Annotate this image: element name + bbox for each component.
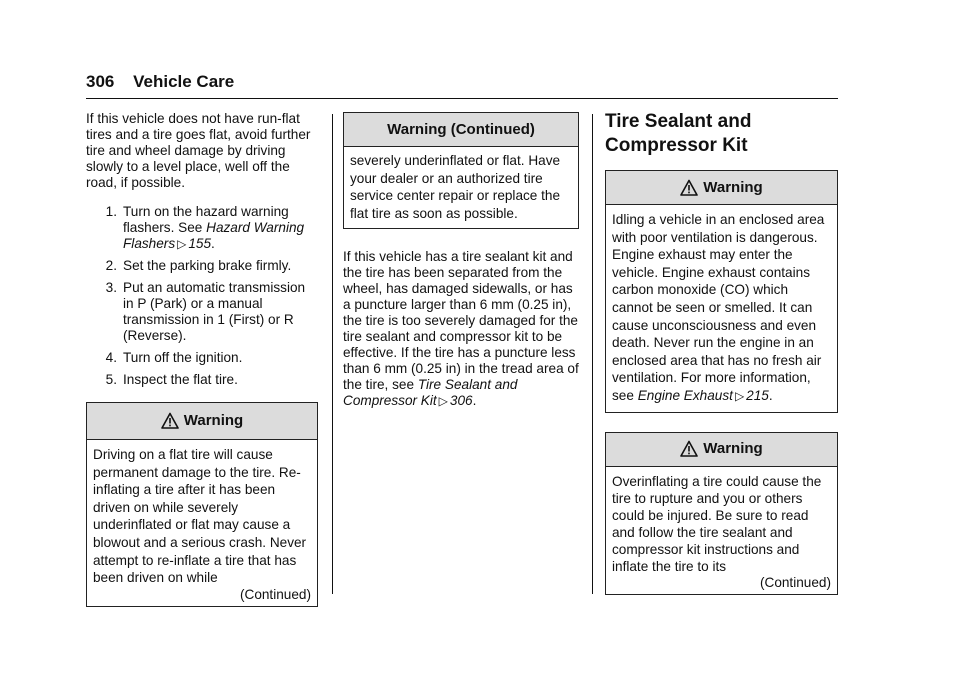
warning-triangle-icon <box>161 412 179 430</box>
warning-body: Idling a vehicle in an enclosed area with poor ventilation is dangerous. Engine exhaust may enter the vehicle. Engine exhaust contains carbon monoxide (CO) which cannot be seen or smelled. It can cause unconsciousness and even death. Never run the engine in an enclosed area that has no fresh air ventilation. For more information, see Engine Exhaust ▷ 215. <box>606 205 837 412</box>
column-1 <box>86 111 318 607</box>
reference-page[interactable]: 155 <box>188 236 212 251</box>
warning-box-header <box>344 113 578 147</box>
step-number: 3. <box>105 280 117 295</box>
warning-box-header <box>87 403 317 440</box>
reference-page[interactable]: 306 <box>449 393 473 409</box>
warning-box <box>86 402 318 607</box>
reference-page[interactable]: 215 <box>746 387 769 403</box>
page-header <box>86 72 234 92</box>
warning-triangle-icon <box>680 440 698 458</box>
page-reference-icon: ▷ <box>438 394 448 409</box>
warning-box-header <box>606 171 837 205</box>
warning-box <box>605 432 838 595</box>
column-divider-2 <box>592 114 593 594</box>
steps-list <box>86 204 318 388</box>
page-number: 306 <box>86 72 115 91</box>
warning-body: severely underinflated or flat. Have your dealer or an authorized tire service center repair or replace the flat tire as soon as possible. <box>350 153 561 221</box>
step-text: Set the parking brake firmly. <box>123 258 292 273</box>
step-text: Turn off the ignition. <box>123 350 243 365</box>
sealant-paragraph: If this vehicle has a tire sealant kit and the tire has been separated from the wheel, has damaged sidewalls, or has a puncture larger than 6 mm (0.25 in), the tire is too severely damaged for the tire sealant and compressor kit to be effective. If the tire has a puncture less than 6 mm (0.25 in) in the tread area of the tire, see Tire Sealant and Compressor Kit ▷ 306. <box>343 249 579 409</box>
list-item <box>86 258 318 274</box>
column-2 <box>343 112 579 409</box>
column-divider-1 <box>332 114 333 594</box>
step-text: Turn on the hazard warning flashers. See Hazard Warning Flashers ▷ 155. <box>123 204 305 251</box>
section-title: Tire Sealant and Compressor Kit <box>605 111 752 156</box>
warning-box-header <box>606 433 837 467</box>
warning-box <box>605 170 838 413</box>
page-title: Vehicle Care <box>133 72 235 91</box>
step-text: Inspect the flat tire. <box>123 372 238 387</box>
step-number: 2. <box>105 258 117 273</box>
step-number: 4. <box>105 350 117 365</box>
step-number: 1. <box>105 204 117 219</box>
continued-label: (Continued) <box>759 574 831 590</box>
page-reference-icon: ▷ <box>177 237 187 251</box>
list-item <box>86 372 318 388</box>
warning-body: Overinflating a tire could cause the tire to rupture and you or others could be injured. Be sure to read and follow the tire sealant and compressor kit instructions and inflate the tire to its <box>612 473 822 574</box>
continued-label: (Continued) <box>239 586 311 602</box>
cross-reference-link[interactable]: Engine Exhaust <box>637 387 733 403</box>
warning-title: Warning (Continued) <box>387 120 535 138</box>
warning-title: Warning <box>183 412 244 429</box>
warning-triangle-icon <box>680 179 698 197</box>
warning-title: Warning <box>703 178 763 196</box>
list-item <box>86 204 318 252</box>
cross-reference-link[interactable]: Tire Sealant and Compressor Kit <box>343 377 518 409</box>
step-number: 5. <box>105 372 117 387</box>
page-reference-icon: ▷ <box>734 388 745 403</box>
list-item <box>86 350 318 366</box>
column-3 <box>605 110 838 595</box>
list-item <box>86 280 318 344</box>
warning-title: Warning <box>703 440 763 458</box>
warning-box-continued <box>343 112 579 229</box>
header-divider <box>86 98 838 99</box>
cross-reference-link[interactable]: Hazard Warning Flashers <box>123 220 305 251</box>
step-text: Put an automatic transmission in P (Park) or a manual transmission in 1 (First) or R (Reverse). <box>123 280 306 343</box>
warning-body: Driving on a flat tire will cause permanent damage to the tire. Re-inflating a tire after it has been driven on while severely underinflated or flat may cause a blowout and a serious crash. Never attempt to re-inflate a tire that has been driven on while <box>93 447 307 586</box>
intro-paragraph: If this vehicle does not have run-flat tires and a tire goes flat, avoid further tire and wheel damage by driving slowly to a level place, well off the road, if possible. <box>86 111 311 190</box>
